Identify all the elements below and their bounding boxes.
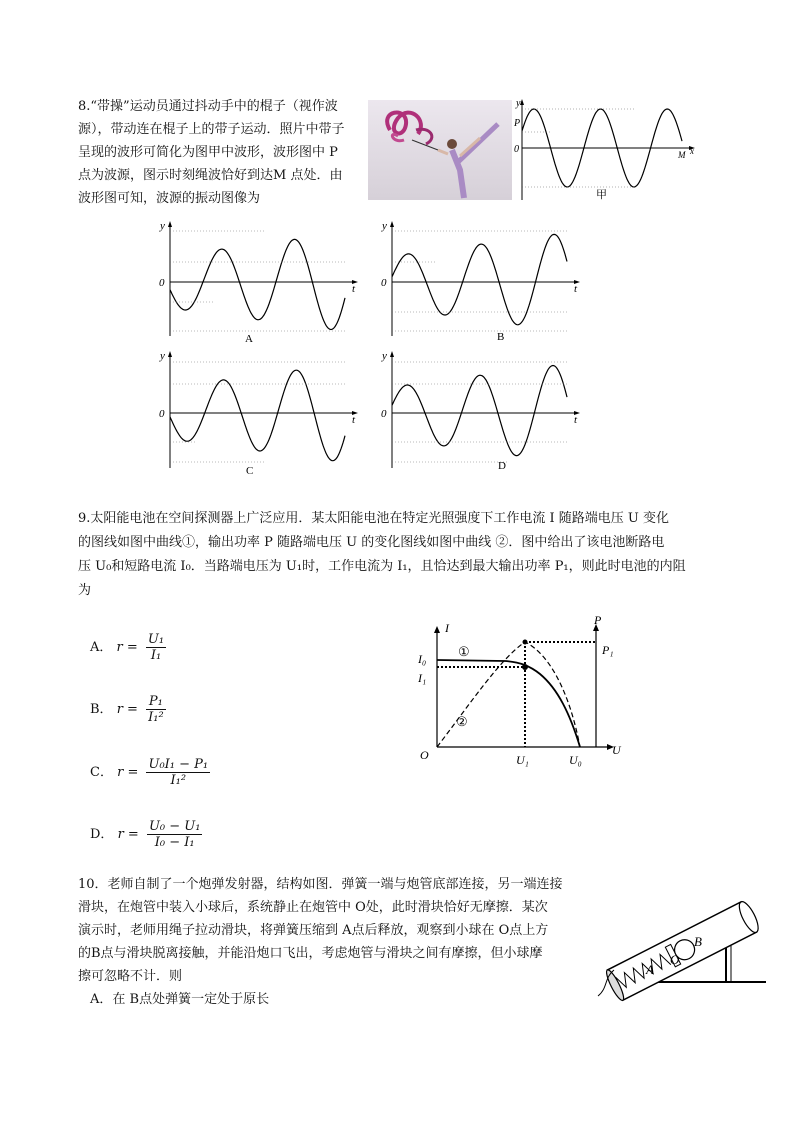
q10-line-2: 滑块，在炮管中装入小球后，系统静止在炮管中 O处，此时滑块恰好无摩擦．某次 [78,900,548,915]
cannon-figure [594,878,774,1003]
q8-line-4: 点为波源，图示时刻绳波恰好到达M 点处．由 [78,168,343,183]
q9-option-c-num: U₀I₁ − P₁ [148,757,209,772]
q9-line-3: 压 U₀和短路电流 I₀．当路端电压为 U₁时，工作电流为 I₁，且恰达到最大输出功率 P₁，则此时电池的内阻 [78,559,686,574]
wave-m-label: M [678,150,686,160]
option-a-y-label: y [160,220,165,232]
q9-option-b-lhs: r = [116,702,138,717]
q10-option-a[interactable]: A．在 B点处弹簧一定处于原长 [90,992,270,1007]
q9-option-a-lhs: r = [116,640,138,655]
option-b-curve [392,234,567,324]
option-b-label: B [497,331,505,343]
q9-option-d-letter: D． [90,827,114,842]
q9-line-2: 的图线如图中曲线①，输出功率 P 随路端电压 U 的变化图线如图中曲线 ②．图中给出了该电池断路电 [78,535,665,550]
gymnast-photo [368,100,512,200]
graph-u0-label: U₀ [569,753,582,767]
option-b-t-label: t [574,283,578,295]
graph-i1-label: I₁ [418,671,427,685]
option-d-origin: 0 [381,408,387,420]
wave-origin-label: 0 [514,144,519,155]
q9-option-b-den: I₁² [148,710,164,725]
option-a-curve [170,239,345,329]
option-c-label: C [246,465,254,477]
curve-2-label: ② [456,714,468,729]
graph-p-label: P [594,614,602,627]
q9-option-b[interactable] [90,694,166,725]
graph-i0-label: I₀ [418,652,427,666]
graph-u-label: U [612,743,621,757]
option-c-graph [155,348,365,478]
q10-line-1: 10．老师自制了一个炮弹发射器，结构如图．弹簧一端与炮管底部连接，另一端连接 [78,877,563,892]
wave-y-label: y [516,98,521,109]
graph-u1-label: U₁ [516,753,529,767]
curve-1-label: ① [458,644,470,659]
wave-x-label: x [690,146,694,156]
wave-figure-jia [512,96,702,206]
q9-option-a-den: I₁ [150,648,162,663]
max-power-point [522,664,528,670]
q9-option-b-letter: B． [90,702,113,717]
q9-option-c-den: I₁² [170,773,187,788]
q9-option-c-letter: C． [90,765,113,780]
point-b-label: B [694,934,702,949]
q9-line-1: 9.太阳能电池在空间探测器上广泛应用．某太阳能电池在特定光照强度下工作电流 I 随路端电压 U 变化 [78,511,670,526]
option-b-y-label: y [382,220,387,232]
q9-option-a[interactable] [90,632,166,663]
q10-line-4: 的B点与滑块脱离接触，并能沿炮口飞出，考虑炮管与滑块之间有摩擦，但小球摩 [78,946,543,961]
q8-line-3: 呈现的波形可简化为图甲中波形，波形图中 P [78,145,338,160]
q9-option-d-den: I₀ − I₁ [154,835,195,850]
graph-p1-label: P₁ [602,643,614,657]
q10-line-5: 擦可忽略不计．则 [78,969,183,984]
q8-line-5: 波形图可知，波源的振动图像为 [78,191,261,206]
option-c-origin: 0 [159,408,165,420]
wave-caption: 甲 [596,189,607,201]
q9-option-d[interactable] [90,819,202,850]
graph-i-label: I [445,621,449,635]
q9-option-c[interactable] [90,757,210,788]
wave-p-label: P [514,118,521,129]
q9-option-a-letter: A． [90,640,113,655]
q8-line-2: 源），带动连在棍子上的带子运动．照片中带子 [78,122,345,137]
q9-option-b-num: P₁ [146,694,166,710]
q9-option-d-lhs: r = [117,827,139,842]
q10-line-3: 演示时，老师用绳子拉动滑块，将弹簧压缩到 A点后释放，观察到小球在 O点上方 [78,923,549,938]
q9-option-d-num: U₀ − U₁ [148,819,201,834]
option-a-graph [155,216,365,346]
curve-1-current [437,660,580,747]
q9-option-a-num: U₁ [147,632,165,647]
option-d-y-label: y [382,350,387,362]
graph-origin-label: O [420,748,429,762]
q9-line-4: 为 [78,583,92,598]
option-d-t-label: t [574,414,578,426]
q8-line-1: 8.“带操”运动员通过抖动手中的棍子（视作波 [78,99,338,114]
option-a-origin: 0 [159,277,165,289]
option-a-label: A [245,333,253,345]
point-a-label: A [646,962,654,977]
q9-option-c-lhs: r = [117,765,139,780]
point-o-label: O [670,952,680,967]
option-d-label: D [498,460,506,472]
option-a-t-label: t [352,283,356,295]
option-c-y-label: y [160,350,165,362]
option-d-graph [377,348,587,478]
solar-cell-graph [410,614,630,774]
option-b-origin: 0 [381,277,387,289]
option-c-t-label: t [352,414,356,426]
option-b-graph [377,216,587,346]
